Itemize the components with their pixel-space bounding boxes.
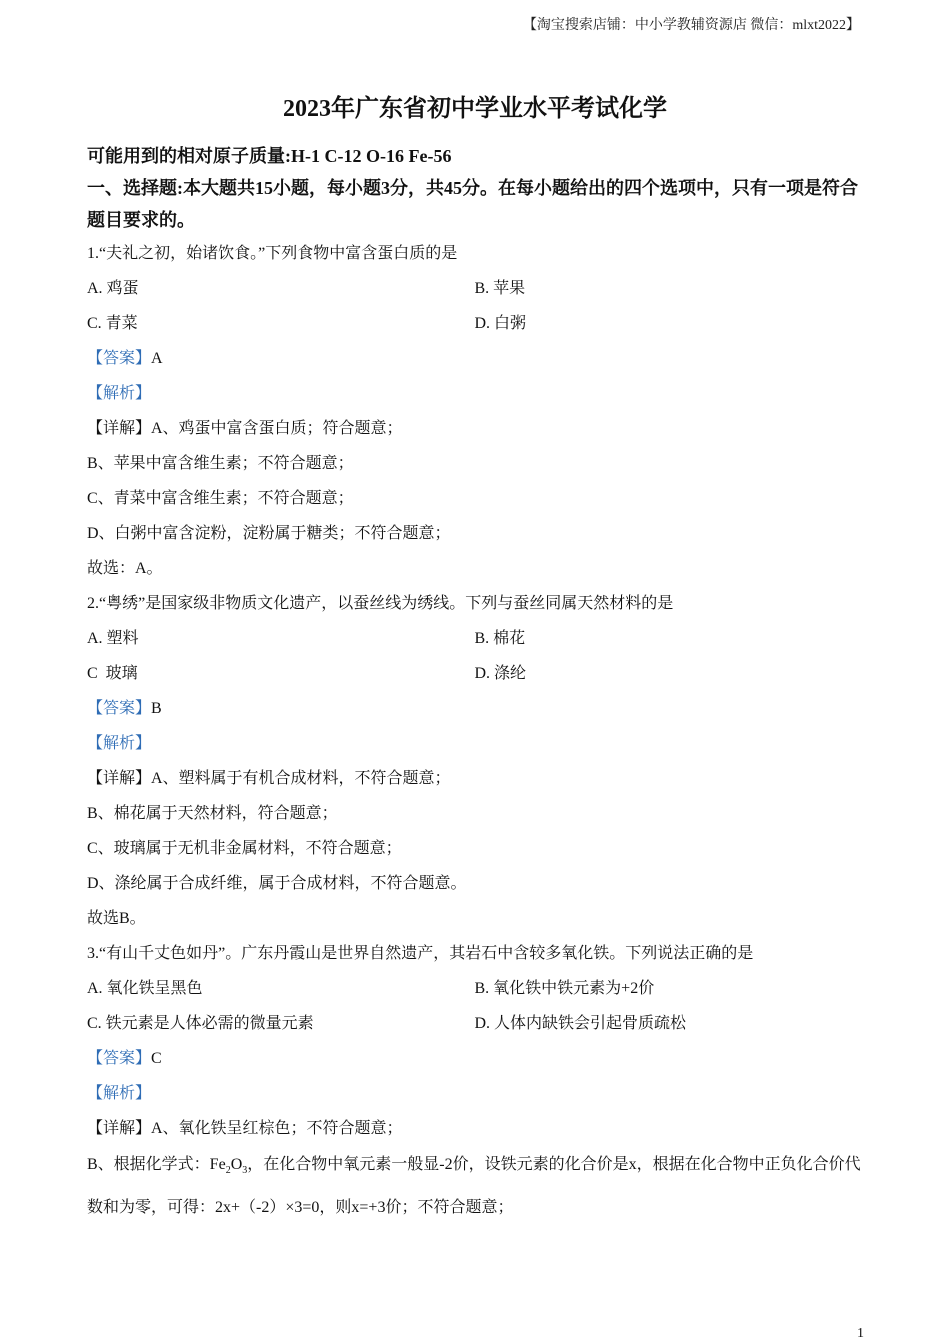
header-note: 【淘宝搜索店铺：中小学教辅资源店 微信：mlxt2022】 — [522, 18, 860, 33]
question-1-detail: D、白粥中富含淀粉，淀粉属于糖类；不符合题意； — [87, 525, 451, 542]
question-2-detail: 【详解】A、塑料属于有机合成材料，不符合题意； — [87, 770, 451, 787]
question-3-options-row-1 — [87, 971, 862, 1006]
question-2-answer — [87, 691, 862, 726]
question-2-analysis-tag: 【解析】 — [87, 735, 152, 752]
answer-tag: 【答案】 — [87, 1050, 152, 1067]
option-d: D. 涤纶 — [474, 665, 527, 682]
answer-value: B — [151, 700, 162, 717]
option-a: A. 塑料 — [87, 630, 139, 647]
question-2-conclusion: 故选B。 — [87, 910, 146, 927]
question-2-options-row-2 — [87, 656, 862, 691]
detail-text: B、根据化学式：Fe — [87, 1156, 226, 1173]
question-1-detail: C、青菜中富含维生素；不符合题意； — [87, 490, 354, 507]
option-c: C. 铁元素是人体必需的微量元素 — [87, 1015, 314, 1032]
question-1-conclusion: 故选：A。 — [87, 560, 163, 577]
question-1-answer — [87, 341, 862, 376]
answer-tag: 【答案】 — [87, 700, 152, 717]
question-3-options-row-2 — [87, 1006, 862, 1041]
atomic-mass-note: 可能用到的相对原子质量:H-1 C-12 O-16 Fe-56 — [87, 146, 452, 166]
question-1-stem: 1.“夫礼之初，始诸饮食。”下列食物中富含蛋白质的是 — [87, 245, 458, 262]
detail-text: O — [230, 1156, 243, 1173]
answer-value: C — [151, 1050, 162, 1067]
option-c: C 玻璃 — [87, 665, 138, 682]
option-d: D. 白粥 — [474, 315, 527, 332]
detail-text: ，在化合物中氧元素一般显-2价，设铁元素的化合价是x，根据在化合物中正负化合价代数和为零，可得：2x+（-2）×3=0，则x=+3价；不符合题意； — [87, 1156, 861, 1217]
question-1-options-row-2 — [87, 306, 862, 341]
option-b: B. 氧化铁中铁元素为+2价 — [474, 980, 655, 997]
question-3-analysis-tag: 【解析】 — [87, 1085, 152, 1102]
section-heading: 一、选择题:本大题共15小题，每小题3分，共45分。在每小题给出的四个选项中，只有一项是符合题目要求的。 — [87, 178, 858, 230]
question-3-stem: 3.“有山千丈色如丹”。广东丹霞山是世界自然遗产，其岩石中含较多氧化铁。下列说法正确的是 — [87, 945, 754, 962]
question-2-detail: B、棉花属于天然材料，符合题意； — [87, 805, 338, 822]
question-3-detail-b — [87, 1146, 862, 1226]
option-d: D. 人体内缺铁会引起骨质疏松 — [474, 1015, 687, 1032]
question-1-detail: 【详解】A、鸡蛋中富含蛋白质；符合题意； — [87, 420, 403, 437]
question-1-analysis-tag: 【解析】 — [87, 385, 152, 402]
answer-value: A — [151, 350, 163, 367]
question-2-detail: C、玻璃属于无机非金属材料，不符合题意； — [87, 840, 402, 857]
question-2-detail: D、涤纶属于合成纤维，属于合成材料，不符合题意。 — [87, 875, 467, 892]
option-c: C. 青菜 — [87, 315, 138, 332]
option-b: B. 棉花 — [474, 630, 526, 647]
question-3-answer — [87, 1041, 862, 1076]
document-body — [87, 140, 862, 1226]
question-1-options-row-1 — [87, 271, 862, 306]
question-1-detail: B、苹果中富含维生素；不符合题意； — [87, 455, 354, 472]
option-a: A. 鸡蛋 — [87, 280, 139, 297]
question-2-options-row-1 — [87, 621, 862, 656]
question-2-stem: 2.“粤绣”是国家级非物质文化遗产，以蚕丝线为绣线。下列与蚕丝同属天然材料的是 — [87, 595, 674, 612]
option-a: A. 氧化铁呈黑色 — [87, 980, 203, 997]
question-3-detail: 【详解】A、氧化铁呈红棕色；不符合题意； — [87, 1120, 403, 1137]
subscript: 3 — [242, 1165, 248, 1177]
page-number: 1 — [857, 1326, 864, 1341]
option-b: B. 苹果 — [474, 280, 526, 297]
subscript: 2 — [225, 1165, 231, 1177]
answer-tag: 【答案】 — [87, 350, 152, 367]
page-title: 2023年广东省初中学业水平考试化学 — [283, 96, 667, 122]
